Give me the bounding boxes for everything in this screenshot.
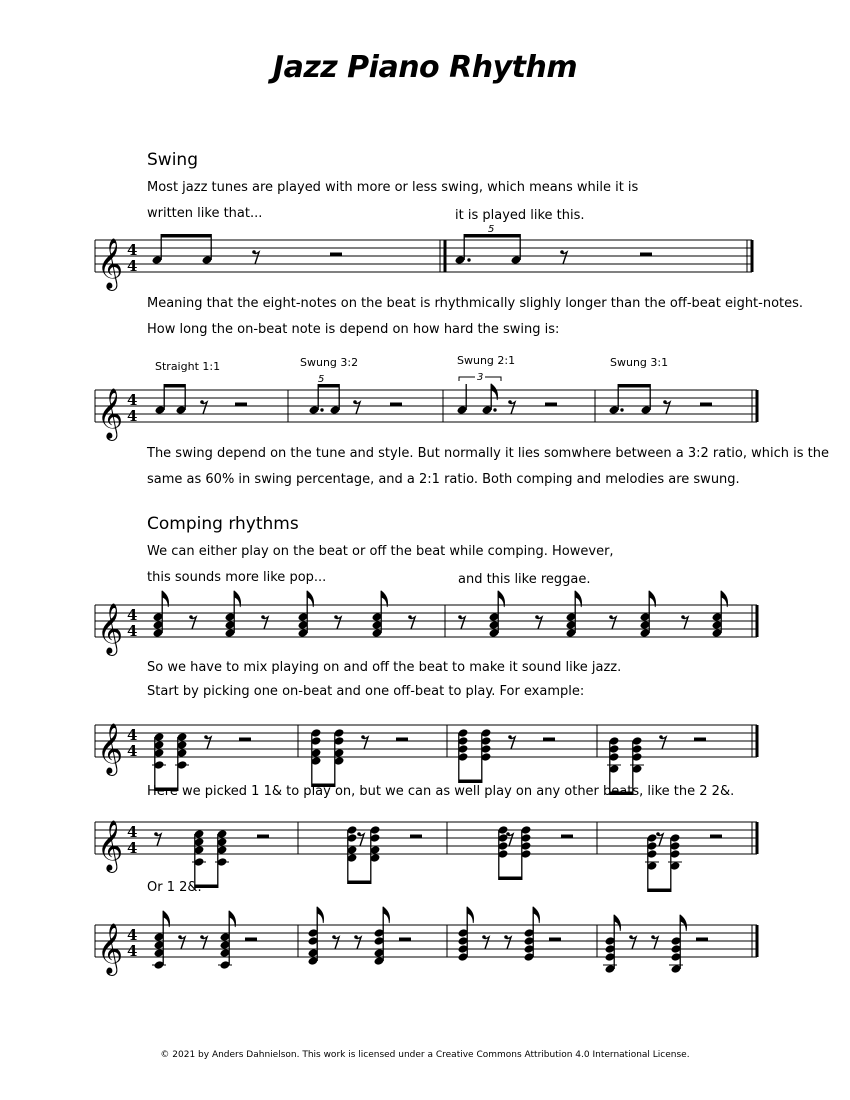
half-rest (545, 403, 557, 407)
eighth-rest (205, 737, 211, 749)
beam (459, 780, 482, 784)
time-signature-bottom: 4 (127, 942, 138, 960)
half-rest (245, 938, 257, 942)
time-signature-bottom: 4 (127, 742, 138, 760)
eighth-rest-dot (508, 735, 512, 739)
example-2-2and-staff (0, 800, 850, 880)
eighth-rest (509, 737, 515, 749)
eighth-rest (253, 252, 259, 264)
eighth-rest-dot (560, 250, 564, 254)
eighth-rest (335, 617, 341, 629)
eighth-rest (155, 834, 161, 846)
augmentation-dot (320, 408, 323, 411)
comping-reggae-label: and this like reggae. (458, 572, 591, 587)
half-rest (561, 835, 573, 839)
eighth-rest (509, 402, 515, 414)
eighth-rest-dot (252, 250, 256, 254)
eighth-rest-dot (178, 935, 182, 939)
swing-summary-line2: same as 60% in swing percentage, and a 2:1 ratio. Both comping and melodies are swung. (147, 472, 740, 487)
time-signature-top: 4 (127, 926, 138, 944)
treble-clef: 𝄞 (97, 723, 124, 774)
augmentation-dot (467, 258, 470, 261)
half-rest (700, 403, 712, 407)
eighth-rest (333, 937, 339, 949)
time-signature-top: 4 (127, 823, 138, 841)
beam (618, 384, 650, 388)
swing-summary-line1: The swing depend on the tune and style. But normally it lies somwhere between a 3:2 ratio, which is the (147, 446, 829, 461)
eighth-rest-dot (535, 615, 539, 619)
eighth-rest-dot (204, 735, 208, 739)
time-signature-top: 4 (127, 241, 138, 259)
eighth-rest-dot (354, 935, 358, 939)
eighth-rest-dot (189, 615, 193, 619)
tuplet-number: 3 (477, 372, 484, 383)
eighth-rest-dot (506, 832, 510, 836)
time-signature-bottom: 4 (127, 622, 138, 640)
swing-heading: Swing (147, 150, 198, 170)
eighth-rest-dot (681, 615, 685, 619)
eighth-rest (561, 252, 567, 264)
treble-clef: 𝄞 (97, 388, 124, 439)
eighth-rest (610, 617, 616, 629)
eighth-rest-dot (482, 935, 486, 939)
comping-pop-label: this sounds more like pop... (147, 570, 327, 585)
eighth-rest-dot (609, 615, 613, 619)
treble-clef: 𝄞 (97, 238, 124, 289)
example-1-1and-staff (0, 700, 850, 790)
swing-meaning-line2: How long the on-beat note is depend on how hard the swing is: (147, 322, 560, 337)
treble-clef: 𝄞 (97, 820, 124, 871)
eighth-rest-dot (629, 935, 633, 939)
eighth-rest-dot (659, 735, 663, 739)
comping-example3-text: Or 1 2&. (147, 880, 202, 895)
treble-clef: 𝄞 (97, 603, 124, 654)
swing-played-like: it is played like this. (455, 208, 585, 223)
eighth-rest (536, 617, 542, 629)
eighth-rest-dot (200, 935, 204, 939)
eighth-rest-dot (357, 832, 361, 836)
time-signature-bottom: 4 (127, 407, 138, 425)
pop-reggae-staff (0, 585, 850, 665)
flag (680, 915, 686, 931)
eighth-rest (652, 937, 658, 949)
augmentation-dot (493, 408, 496, 411)
half-rest (694, 738, 706, 742)
license-footer: © 2021 by Anders Dahnielson. This work is licensed under a Creative Commons Attribution 4.0 International License. (160, 1050, 690, 1060)
half-rest (543, 738, 555, 742)
eighth-rest-dot (458, 615, 462, 619)
half-rest (710, 835, 722, 839)
eighth-rest-dot (504, 935, 508, 939)
ratio-label-straight: Straight 1:1 (155, 360, 221, 373)
eighth-rest-dot (663, 400, 667, 404)
eighth-rest (682, 617, 688, 629)
half-rest (696, 938, 708, 942)
flag (317, 907, 323, 923)
half-rest (390, 403, 402, 407)
eighth-rest (459, 617, 465, 629)
eighth-rest (409, 617, 415, 629)
beam (499, 877, 522, 881)
beam (348, 881, 371, 885)
comping-mix-line1: So we have to mix playing on and off the beat to make it sound like jazz. (147, 660, 622, 675)
eighth-rest (354, 402, 360, 414)
tuplet-number: 5 (318, 374, 325, 385)
half-rest (640, 253, 652, 257)
comping-heading: Comping rhythms (147, 514, 299, 534)
time-signature-bottom: 4 (127, 257, 138, 275)
eighth-rest-dot (361, 735, 365, 739)
eighth-rest (664, 402, 670, 414)
example-1-2and-staff (0, 895, 850, 985)
ratio-label-swung-2-1: Swung 2:1 (457, 354, 516, 367)
half-rest (549, 938, 561, 942)
ratio-label-swung-3-1: Swung 3:1 (610, 356, 669, 369)
eighth-rest-dot (334, 615, 338, 619)
time-signature-top: 4 (127, 606, 138, 624)
swing-meaning-line1: Meaning that the eight-notes on the beat is rhythmically slighly longer than the off-beat eight-notes. (147, 296, 804, 311)
eighth-rest (179, 937, 185, 949)
eighth-rest-dot (200, 400, 204, 404)
eighth-rest-dot (656, 832, 660, 836)
flag (467, 907, 473, 923)
swing-intro-line1: Most jazz tunes are played with more or less swing, which means while it is (147, 180, 639, 195)
eighth-rest (505, 937, 511, 949)
eighth-rest (630, 937, 636, 949)
eighth-rest-dot (332, 935, 336, 939)
swing-intro-line2: written like that... (147, 206, 263, 221)
tuplet-number: 5 (488, 224, 495, 235)
treble-clef: 𝄞 (97, 923, 124, 974)
flag (614, 915, 620, 931)
swing-staff (0, 220, 850, 290)
comping-mix-line2: Start by picking one on-beat and one off-beat to play. For example: (147, 684, 585, 699)
half-rest (239, 738, 251, 742)
half-rest (410, 835, 422, 839)
flag (533, 907, 539, 923)
half-rest (330, 253, 342, 257)
time-signature-top: 4 (127, 391, 138, 409)
beam (161, 234, 211, 238)
eighth-rest (262, 617, 268, 629)
eighth-rest (660, 737, 666, 749)
eighth-rest (657, 834, 663, 846)
eighth-rest-dot (651, 935, 655, 939)
ratio-label-swung-3-2: Swung 3:2 (300, 356, 359, 369)
half-rest (399, 938, 411, 942)
half-rest (235, 403, 247, 407)
augmentation-dot (620, 408, 623, 411)
flag (383, 907, 389, 923)
time-signature-bottom: 4 (127, 839, 138, 857)
eighth-rest (507, 834, 513, 846)
eighth-rest-dot (408, 615, 412, 619)
eighth-rest (362, 737, 368, 749)
page-title: Jazz Piano Rhythm (272, 50, 578, 85)
swing-ratio-staff (0, 365, 850, 445)
eighth-rest-dot (154, 832, 158, 836)
eighth-rest (190, 617, 196, 629)
eighth-rest (358, 834, 364, 846)
eighth-rest (483, 937, 489, 949)
eighth-rest-dot (508, 400, 512, 404)
time-signature-top: 4 (127, 726, 138, 744)
beam (648, 889, 671, 893)
eighth-rest (201, 402, 207, 414)
half-rest (396, 738, 408, 742)
eighth-rest (201, 937, 207, 949)
eighth-rest-dot (353, 400, 357, 404)
comping-example2-text: Here we picked 1 1& to play on, but we can as well play on any other beats, like the 2 2&. (147, 784, 735, 799)
half-rest (257, 835, 269, 839)
eighth-rest-dot (261, 615, 265, 619)
beam (164, 384, 185, 388)
eighth-rest (355, 937, 361, 949)
comping-intro-line1: We can either play on the beat or off the beat while comping. However, (147, 544, 614, 559)
